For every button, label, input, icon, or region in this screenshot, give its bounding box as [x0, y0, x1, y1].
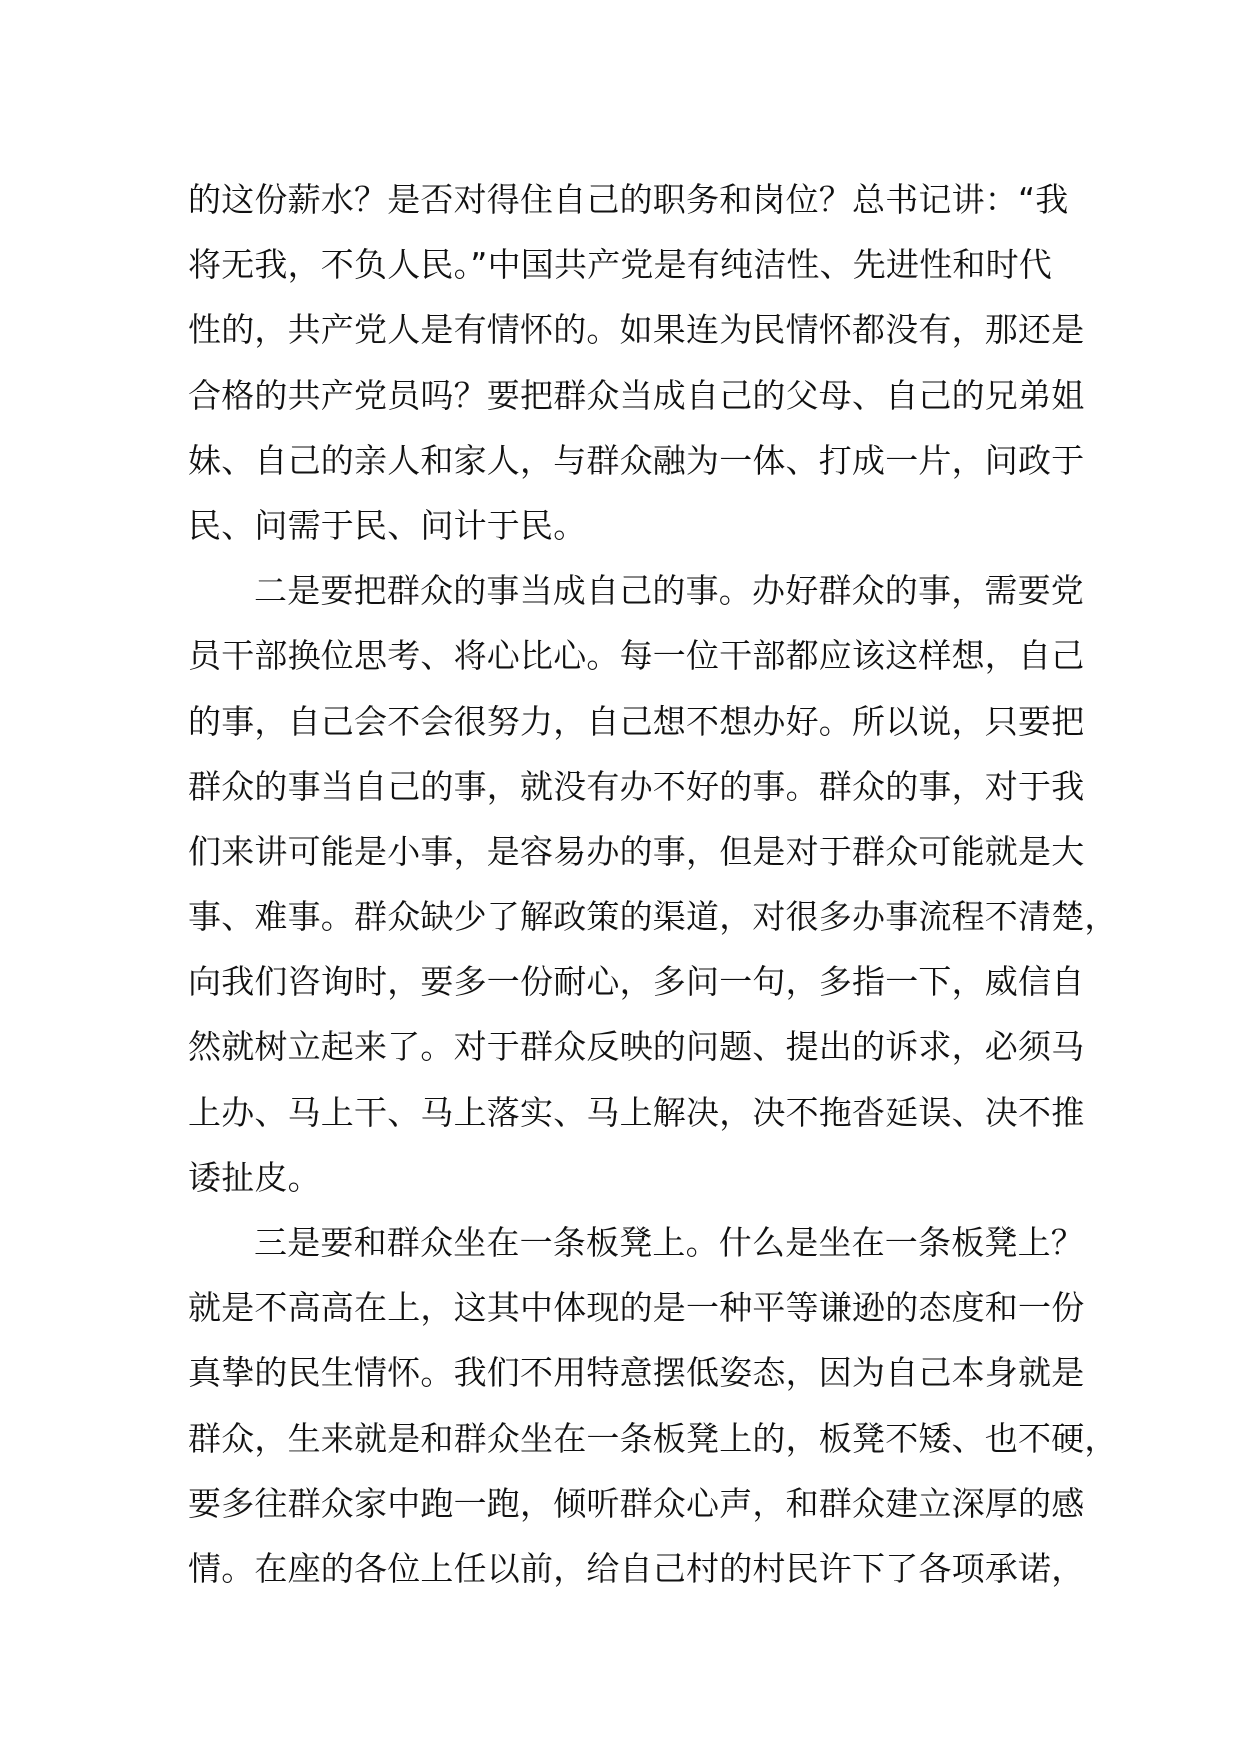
body-text: [188, 167, 1118, 1601]
text-line: 群众的事当自己的事，就没有办不好的事。群众的事，对于我: [188, 766, 1085, 806]
text-line: 民、问需于民、问计于民。: [188, 505, 587, 545]
text-line: 群众，生来就是和群众坐在一条板凳上的，板凳不矮、也不硬，: [188, 1418, 1118, 1458]
text-line: 员干部换位思考、将心比心。每一位干部都应该这样想，自己: [188, 636, 1085, 676]
text-line: 妹、自己的亲人和家人，与群众融为一体、打成一片，问政于: [188, 440, 1085, 480]
text-line: 事、难事。群众缺少了解政策的渠道，对很多办事流程不清楚，: [188, 897, 1118, 937]
paragraph-3: [188, 1210, 1118, 1601]
text-line: 性的，共产党人是有情怀的。如果连为民情怀都没有，那还是: [188, 310, 1085, 350]
text-line-indented: 二是要把群众的事当成自己的事。办好群众的事，需要党: [254, 571, 1084, 611]
text-line: 要多往群众家中跑一跑，倾听群众心声，和群众建立深厚的感: [188, 1483, 1085, 1523]
text-line: 的事，自己会不会很努力，自己想不想办好。所以说，只要把: [188, 701, 1085, 741]
paragraph-1: [188, 167, 1088, 558]
text-line: 上办、马上干、马上落实、马上解决，决不拖沓延误、决不推: [188, 1092, 1085, 1132]
text-line: 向我们咨询时，要多一份耐心，多问一句，多指一下，威信自: [188, 962, 1085, 1002]
text-line: 的这份薪水？是否对得住自己的职务和岗位？总书记讲：“我: [188, 180, 1069, 219]
text-line: 然就树立起来了。对于群众反映的问题、提出的诉求，必须马: [188, 1027, 1085, 1067]
text-line: 情。在座的各位上任以前，给自己村的村民许下了各项承诺，: [188, 1548, 1085, 1588]
text-line-indented: 三是要和群众坐在一条板凳上。什么是坐在一条板凳上？: [254, 1223, 1084, 1262]
paragraph-2: [188, 558, 1118, 1210]
text-line: 合格的共产党员吗？要把群众当成自己的父母、自己的兄弟姐: [188, 375, 1085, 415]
text-line: 诿扯皮。: [188, 1157, 321, 1197]
text-line: 将无我，不负人民。”中国共产党是有纯洁性、先进性和时代: [188, 245, 1052, 285]
text-line: 真挚的民生情怀。我们不用特意摆低姿态，因为自己本身就是: [188, 1353, 1085, 1393]
text-line: 们来讲可能是小事，是容易办的事，但是对于群众可能就是大: [188, 831, 1085, 871]
text-line: 就是不高高在上，这其中体现的是一种平等谦逊的态度和一份: [188, 1288, 1085, 1328]
